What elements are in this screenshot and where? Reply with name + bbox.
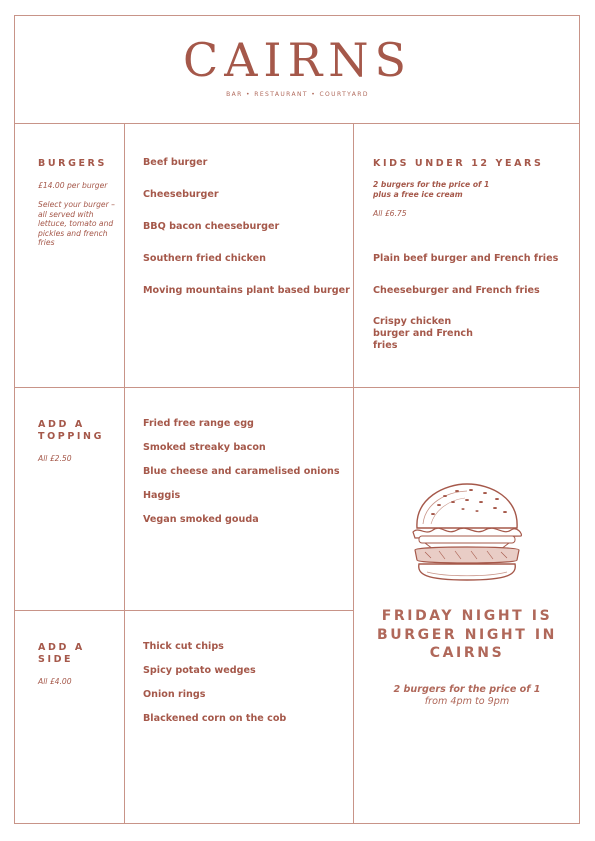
- menu-item: Onion rings: [143, 689, 206, 700]
- section-title-topping: ADD A TOPPING: [38, 419, 104, 442]
- menu-item: Blackened corn on the cob: [143, 713, 287, 724]
- tagline: BAR • RESTAURANT • COURTYARD: [226, 91, 369, 98]
- divider: [353, 123, 354, 824]
- divider: [14, 610, 353, 611]
- menu-item: BBQ bacon cheeseburger: [143, 221, 280, 232]
- burgers-note: Select your burger – all served with lettuce, tomato and pickles and french fries: [38, 200, 115, 248]
- topping-price: All £2.50: [38, 454, 72, 463]
- promo-offer: 2 burgers for the price of 1: [393, 684, 541, 695]
- menu-item: Smoked streaky bacon: [143, 442, 266, 453]
- logo: CAIRNS: [183, 33, 412, 87]
- divider: [14, 387, 580, 388]
- promo-headline: FRIDAY NIGHT IS BURGER NIGHT IN CAIRNS: [376, 608, 557, 661]
- menu-item: Beef burger: [143, 157, 208, 168]
- menu-item: Moving mountains plant based burger: [143, 285, 350, 296]
- menu-item: Southern fried chicken: [143, 253, 267, 264]
- divider: [14, 123, 580, 124]
- section-title-burgers: BURGERS: [38, 158, 107, 169]
- burgers-price: £14.00 per burger: [38, 181, 108, 190]
- section-title-side: ADD A SIDE: [38, 642, 85, 665]
- menu-item: Haggis: [143, 490, 181, 501]
- section-title-kids: KIDS UNDER 12 YEARS: [373, 158, 544, 169]
- menu-item: Blue cheese and caramelised onions: [143, 466, 340, 477]
- menu-item: Spicy potato wedges: [143, 665, 256, 676]
- menu-item: Vegan smoked gouda: [143, 514, 259, 525]
- burger-illustration: [405, 478, 529, 584]
- kids-offer: 2 burgers for the price of 1 plus a free ice cream: [373, 180, 490, 199]
- menu-item: Plain beef burger and French fries: [373, 253, 559, 264]
- menu-item: Crispy chicken burger and French fries: [373, 316, 473, 351]
- side-price: All £4.00: [38, 677, 72, 686]
- divider: [124, 123, 125, 824]
- menu-item: Thick cut chips: [143, 641, 224, 652]
- promo-times: from 4pm to 9pm: [424, 696, 510, 707]
- kids-price: All £6.75: [373, 209, 407, 218]
- menu-item: Cheeseburger: [143, 189, 219, 200]
- menu-item: Cheeseburger and French fries: [373, 285, 540, 296]
- menu-item: Fried free range egg: [143, 418, 254, 429]
